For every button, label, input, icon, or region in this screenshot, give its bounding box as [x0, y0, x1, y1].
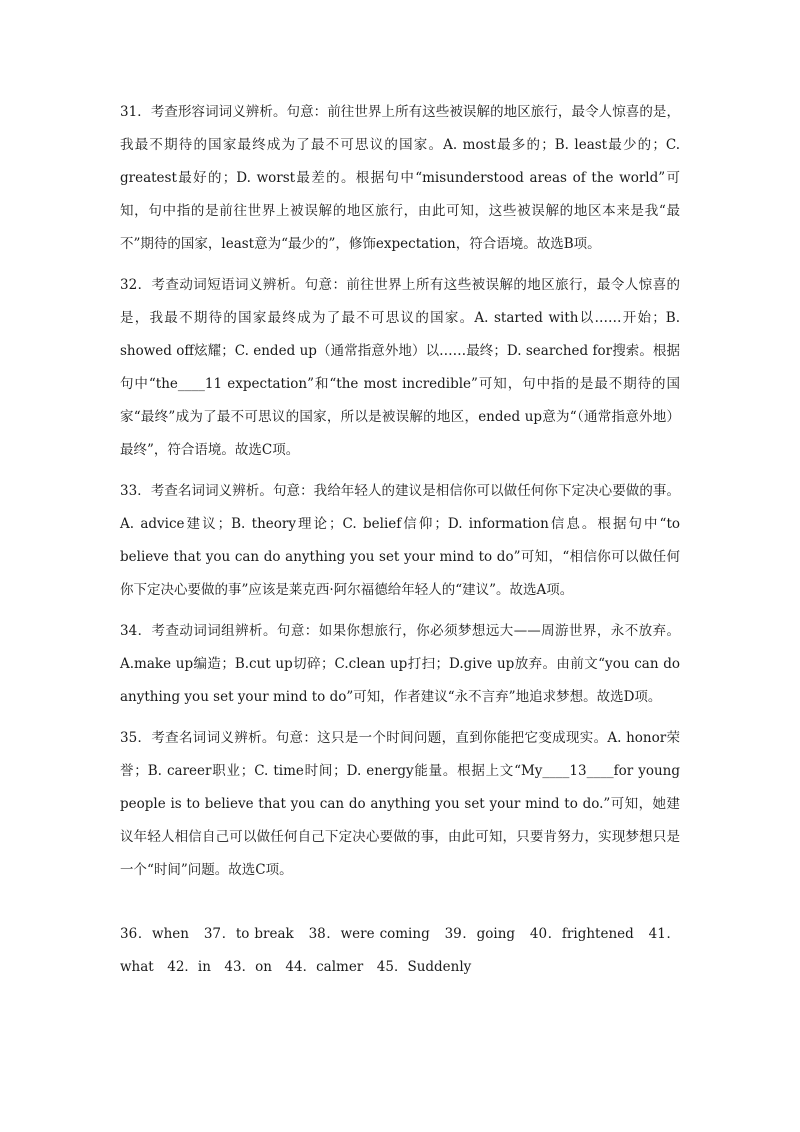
analysis-section — [120, 96, 680, 895]
paragraph-text: 35．考查名词词义辨析。句意：这只是一个时间问题，直到你能把它变成现实。A. honor荣誉；B. career职业；C. time时间；D. energy能量。根据上文“My____13____for young people is to believe that you can do anything you set your mind to do.”可知，她建议年轻人相信自己可以做任何自己下定决心要做的事，由此可知，只要肯努力，实现梦想只是一个“时间”问题。故选C项。 — [120, 730, 680, 878]
analysis-paragraph-35 — [120, 722, 680, 887]
paragraph-text: 33．考查名词词义辨析。句意：我给年轻人的建议是相信你可以做任何你下定决心要做的事。A. advice建议；B. theory理论；C. belief信仰；D. information信息。根据句中“to believe that you can do anything you set your mind to do”可知，“相信你可以做任何你下定决心要做的事”应该是莱克西·阿尔福德给年轻人的“建议”。故选A项。 — [120, 483, 680, 598]
analysis-paragraph-33 — [120, 475, 680, 607]
analysis-paragraph-34 — [120, 615, 680, 714]
answer-key-line — [120, 918, 680, 984]
paragraph-text: 32．考查动词短语词义辨析。句意：前往世界上所有这些被误解的地区旅行，最令人惊喜的是，我最不期待的国家最终成为了最不可思议的国家。A. started with以……开始；B. showed off炫耀；C. ended up（通常指意外地）以……最终；D. searched for搜索。根据句中“the____11 expectation”和“the most incredible”可知，句中指的是最不期待的国家“最终”成为了最不可思议的国家，所以是被误解的地区，ended up意为“（通常指意外地）最终”，符合语境。故选C项。 — [120, 277, 680, 458]
analysis-paragraph-31 — [120, 96, 680, 261]
paragraph-text: 31．考查形容词词义辨析。句意：前往世界上所有这些被误解的地区旅行，最令人惊喜的是，我最不期待的国家最终成为了最不可思议的国家。A. most最多的；B. least最少的；C. greatest最好的；D. worst最差的。根据句中“misunderstood areas of the world”可知，句中指的是前往世界上被误解的地区旅行，由此可知，这些被误解的地区本来是我“最不”期待的国家，least意为“最少的”，修饰expectation，符合语境。故选B项。 — [120, 104, 680, 252]
analysis-paragraph-32 — [120, 269, 680, 467]
answer-key-text: 36．when 37．to break 38．were coming 39．going 40．frightened 41．what 42．in 43．on 44．calmer 45．Suddenly — [120, 926, 680, 975]
paragraph-text: 34．考查动词词组辨析。句意：如果你想旅行，你必须梦想远大——周游世界，永不放弃。A.make up编造；B.cut up切碎；C.clean up打扫；D.give up放弃。由前文“you can do anything you set your mind to do”可知，作者建议“永不言弃”地追求梦想。故选D项。 — [120, 623, 680, 705]
